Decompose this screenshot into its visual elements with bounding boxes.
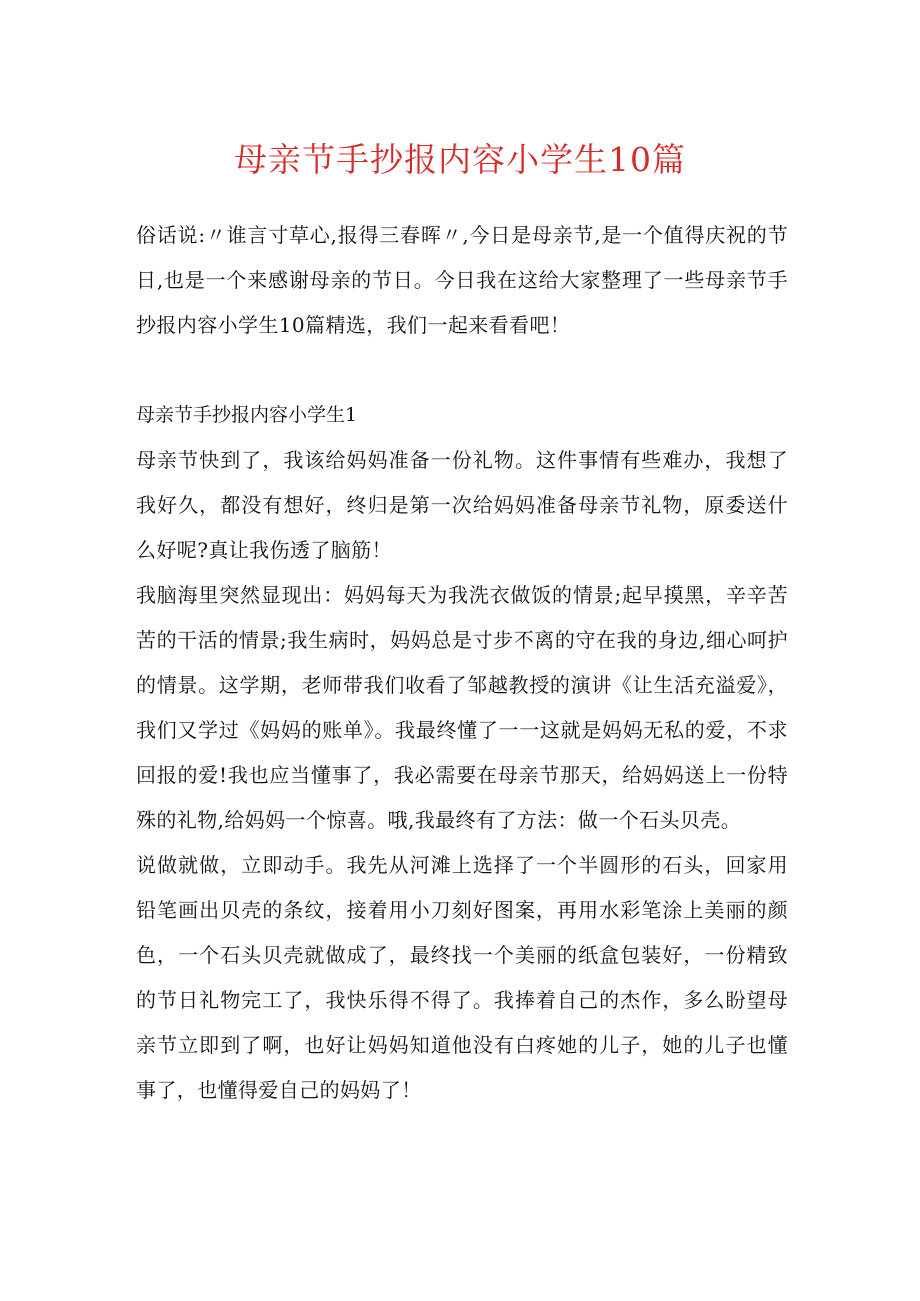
- intro-paragraph: 俗话说:〃谁言寸草心,报得三春晖〃,今日是母亲节,是一个值得庆祝的节日,也是一个来感谢母亲的节日。今日我在这给大家整理了一些母亲节手抄报内容小学生10篇精选，我们一起来看看吧！: [136, 223, 788, 337]
- body-paragraph-3: 说做就做，立即动手。我先从河滩上选择了一个半圆形的石头，回家用铅笔画出贝壳的条纹，接着用小刀刻好图案，再用水彩笔涂上美丽的颜色，一个石头贝壳就做成了，最终找一个美丽的纸盒包装好，一份精致的节日礼物完工了，我快乐得不得了。我捧着自己的杰作，多么盼望母亲节立即到了啊，也好让妈妈知道他没有白疼她的儿子，她的儿子也懂事了，也懂得爱自己的妈妈了！: [136, 853, 788, 1102]
- section-heading: 母亲节手抄报内容小学生1: [136, 404, 358, 426]
- document-title: 母亲节手抄报内容小学生10篇: [234, 140, 686, 179]
- body-paragraph-2: 我脑海里突然显现出：妈妈每天为我洗衣做饭的情景;起早摸黑，辛辛苦苦的干活的情景;我生病时，妈妈总是寸步不离的守在我的身边,细心呵护的情景。这学期，老师带我们收看了邹越教授的演讲《让生活充溢爱》，我们又学过《妈妈的账单》。我最终懂了一一这就是妈妈无私的爱，不求回报的爱!我也应当懂事了，我必需要在母亲节那天，给妈妈送上一份特殊的礼物,给妈妈一个惊喜。哦,我最终有了方法：做一个石头贝壳。: [136, 583, 788, 832]
- body-paragraph-1: 母亲节快到了，我该给妈妈准备一份礼物。这件事情有些难办，我想了我好久，都没有想好，终归是第一次给妈妈准备母亲节礼物，原委送什么好呢?真让我伤透了脑筋！: [136, 448, 788, 562]
- document-body: [136, 213, 788, 1113]
